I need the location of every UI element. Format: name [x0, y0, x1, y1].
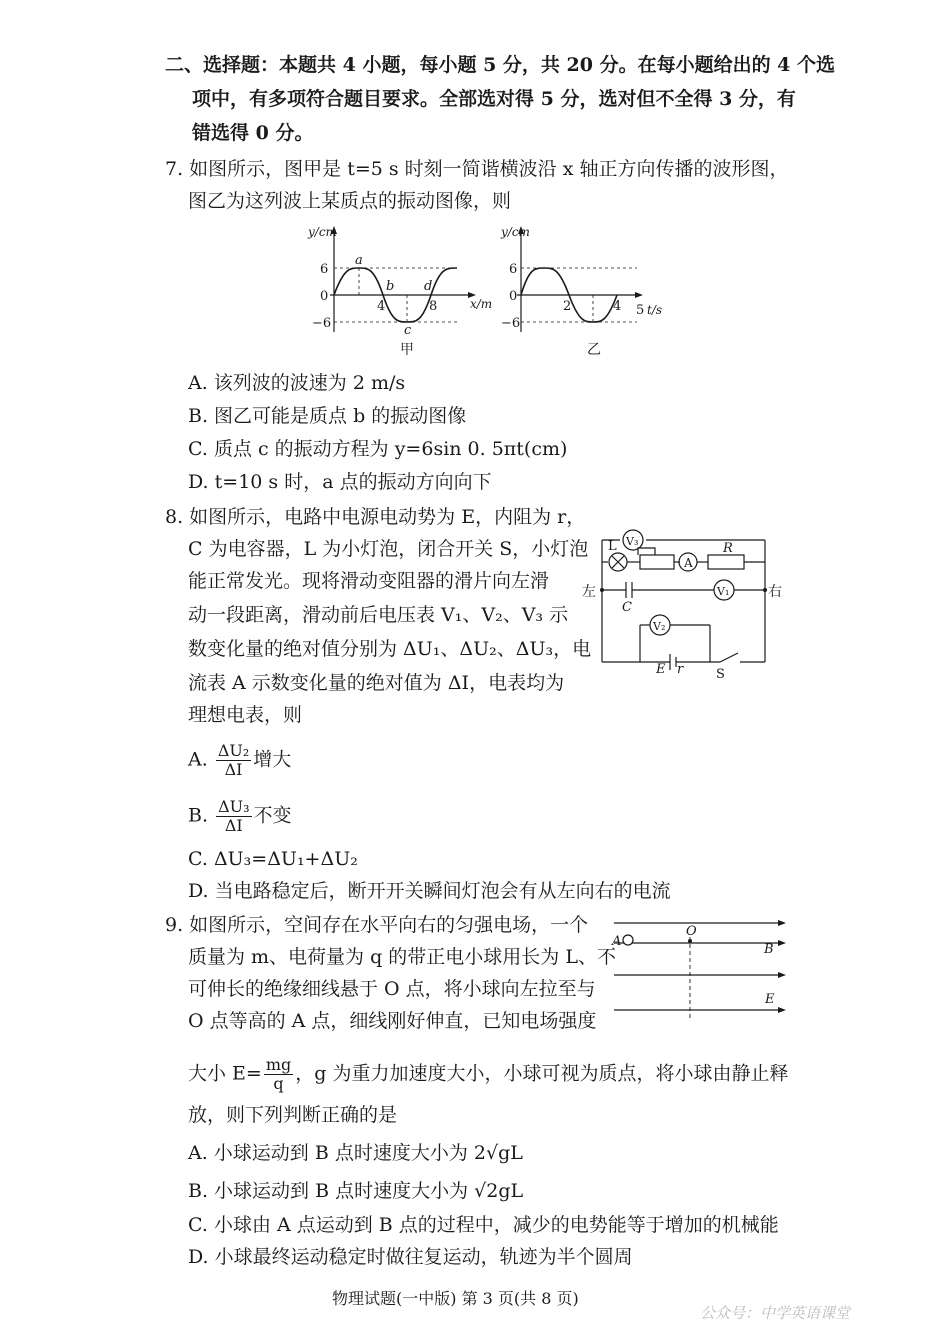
fig-a-xlabel: x/m: [470, 297, 493, 311]
q8-stem-5: 数变化量的绝对值分别为 ΔU₁、ΔU₂、ΔU₃，电: [188, 638, 592, 660]
q8-option-d: D. 当电路稳定后，断开开关瞬间灯泡会有从左向右的电流: [188, 880, 671, 902]
right-label: 右: [768, 584, 782, 600]
fig-b-x2: 4: [613, 299, 622, 314]
q9-stem-2: 质量为 m、电荷量为 q 的带正电小球用长为 L、不: [188, 946, 616, 968]
fig-a-point-c: c: [404, 323, 412, 338]
q9-stem-1: 9. 如图所示，空间存在水平向右的匀强电场，一个: [165, 914, 589, 936]
fig-b-caption: 乙: [587, 342, 601, 358]
q7-option-b: B. 图乙可能是质点 b 的振动图像: [188, 405, 467, 427]
fig-a-caption: 甲: [400, 342, 414, 358]
q8-b-denominator: ΔI: [224, 816, 243, 835]
q8-a-numerator: ΔU₂: [217, 741, 250, 760]
point-o-label: O: [686, 924, 697, 939]
v2-label: V₂: [653, 620, 666, 633]
fig-a-ylabel: y/cm: [308, 225, 337, 239]
fig-b-x3: 5: [636, 303, 645, 318]
q8-b-numerator: ΔU₃: [218, 797, 250, 816]
section-line-3: 错选得 0 分。: [192, 122, 314, 144]
q8-option-b: B. $\frac{\text{ΔU₃}}{\Delta I}$ 不变: [188, 797, 292, 835]
v3-label: V₃: [626, 535, 639, 548]
q9-option-c: C. 小球由 A 点运动到 B 点的过程中，减少的电势能等于增加的机械能: [188, 1214, 779, 1236]
q9-option-b: B. 小球运动到 B 点时速度大小为 √2gL: [188, 1180, 524, 1202]
fig-a-ytop: 6: [320, 262, 329, 277]
q7-stem-1: 7. 如图所示，图甲是 t=5 s 时刻一简谐横波沿 x 轴正方向传播的波形图，: [165, 158, 789, 180]
point-b-label: B: [764, 942, 774, 957]
fig-a-ybot: −6: [312, 316, 332, 331]
section-line-1: 二、选择题：本题共 4 小题，每小题 5 分，共 20 分。在每小题给出的 4 个选: [165, 54, 836, 76]
q8-stem-3: 能正常发光。现将滑动变阻器的滑片向左滑: [188, 570, 550, 592]
q9-stem-4: O 点等高的 A 点，细线刚好伸直，已知电场强度: [188, 1010, 597, 1032]
point-a-label: A: [612, 934, 622, 949]
q8-option-c: C. ΔU₃=ΔU₁+ΔU₂: [188, 848, 358, 870]
resistor-label: R: [723, 541, 733, 556]
emf-label: E: [656, 662, 666, 677]
v1-label: V₁: [717, 585, 730, 598]
vibration-figure-yi: [497, 222, 687, 362]
fig-a-point-a: a: [355, 253, 363, 268]
q9-stem-6: 放，则下列判断正确的是: [188, 1104, 398, 1126]
fig-b-xlabel: t/s: [647, 303, 663, 317]
lamp-label: L: [608, 539, 617, 554]
circuit-diagram: [580, 510, 800, 685]
section-line-2: 项中，有多项符合题目要求。全部选对得 5 分，选对但不全得 3 分，有: [192, 88, 796, 110]
q7-option-c: C. 质点 c 的振动方程为 y=6sin 0. 5πt(cm): [188, 438, 568, 460]
fig-a-x1: 4: [377, 299, 386, 314]
wave-figure-jia: [300, 222, 500, 362]
fig-a-point-b: b: [386, 279, 395, 294]
fig-a-point-d: d: [424, 279, 433, 294]
q8-stem-1: 8. 如图所示，电路中电源电动势为 E，内阻为 r，: [165, 506, 586, 528]
q7-option-a: A. 该列波的波速为 2 m/s: [188, 372, 406, 394]
fig-b-ytop: 6: [509, 262, 518, 277]
fig-a-x2: 8: [429, 299, 438, 314]
fig-b-yzero: 0: [509, 289, 518, 304]
charged-ball: [623, 935, 633, 945]
ammeter-label: A: [684, 556, 693, 570]
q8-stem-4: 动一段距离，滑动前后电压表 V₁、V₂、V₃ 示: [188, 604, 569, 626]
q9-option-d: D. 小球最终运动稳定时做往复运动，轨迹为半个圆周: [188, 1246, 633, 1268]
internal-r-label: r: [677, 662, 684, 677]
q9-option-a: A. 小球运动到 B 点时速度大小为 2√gL: [188, 1142, 523, 1164]
capacitor-label: C: [622, 600, 632, 615]
q8-stem-7: 理想电表，则: [188, 704, 303, 726]
q7-option-d: D. t=10 s 时，a 点的振动方向向下: [188, 471, 492, 493]
left-label: 左: [582, 584, 596, 600]
fig-b-ybot: −6: [501, 316, 521, 331]
q8-a-denominator: ΔI: [224, 760, 243, 779]
q8-stem-2: C 为电容器，L 为小灯泡，闭合开关 S，小灯泡: [188, 538, 589, 560]
page-footer: 物理试题(一中版) 第 3 页(共 8 页): [332, 1289, 579, 1308]
q9-stem-3: 可伸长的绝缘细线悬于 O 点，将小球向左拉至与: [188, 978, 596, 1000]
fig-a-yzero: 0: [320, 289, 329, 304]
q8-stem-6: 流表 A 示数变化量的绝对值为 ΔI，电表均为: [188, 672, 565, 694]
fig-b-x1: 2: [563, 299, 572, 314]
q7-stem-2: 图乙为这列波上某质点的振动图像，则: [188, 190, 512, 212]
electric-field-figure: [610, 915, 790, 1025]
fig-b-ylabel: y/cm: [501, 225, 530, 239]
field-e-label: E: [765, 992, 775, 1007]
q8-option-a: A. $\frac{\text{ΔU₂}}{\Delta I}$ 增大: [188, 741, 292, 779]
q9-stem-5: 大小 E= $\frac{mg}{q}$ ，g 为重力加速度大小，小球可视为质点，将小球由静止释: [188, 1055, 789, 1093]
watermark: 公众号：中学英语课堂: [700, 1304, 851, 1322]
switch-label: S: [716, 667, 725, 682]
